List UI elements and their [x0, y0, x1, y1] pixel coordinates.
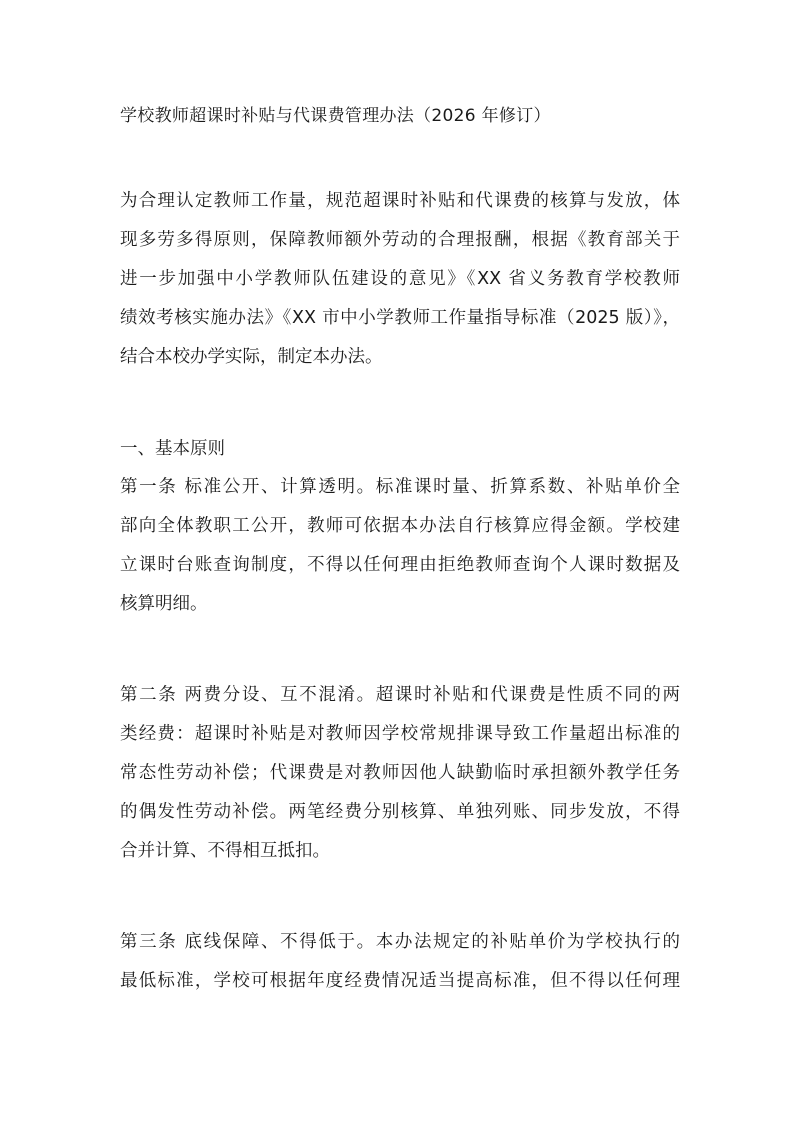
section-heading: 一、基本原则: [120, 439, 225, 459]
article-line: 合并计算、不得相互抵扣。: [120, 841, 330, 861]
preamble-line: 结合本校办学实际，制定本办法。: [120, 347, 383, 367]
article-line: 类经费：超课时补贴是对教师因学校常规排课导致工作量超出标准的: [120, 724, 680, 744]
article-line: 第三条 底线保障、不得低于。本办法规定的补贴单价为学校执行的: [120, 932, 680, 952]
article-line: 第一条 标准公开、计算透明。标准课时量、折算系数、补贴单价全: [120, 477, 680, 497]
preamble-line: 进一步加强中小学教师队伍建设的意见》《XX 省义务教育学校教师: [120, 269, 680, 289]
document-title: 学校教师超课时补贴与代课费管理办法（2026 年修订）: [120, 106, 551, 126]
article-line: 第二条 两费分设、互不混淆。超课时补贴和代课费是性质不同的两: [120, 685, 680, 705]
article-line: 立课时台账查询制度，不得以任何理由拒绝教师查询个人课时数据及: [120, 555, 680, 575]
preamble-line: 绩效考核实施办法》《XX 市中小学教师工作量指导标准（2025 版）》，: [120, 308, 680, 328]
article-line: 常态性劳动补偿；代课费是对教师因他人缺勤临时承担额外教学任务: [120, 763, 680, 783]
preamble-line: 现多劳多得原则，保障教师额外劳动的合理报酬，根据《教育部关于: [120, 230, 680, 250]
article-line: 核算明细。: [120, 594, 208, 614]
article-line: 最低标准，学校可根据年度经费情况适当提高标准，但不得以任何理: [120, 971, 680, 991]
preamble-line: 为合理认定教师工作量，规范超课时补贴和代课费的核算与发放，体: [120, 191, 680, 211]
article-line: 部向全体教职工公开，教师可依据本办法自行核算应得金额。学校建: [120, 516, 680, 536]
article-line: 的偶发性劳动补偿。两笔经费分别核算、单独列账、同步发放，不得: [120, 802, 680, 822]
